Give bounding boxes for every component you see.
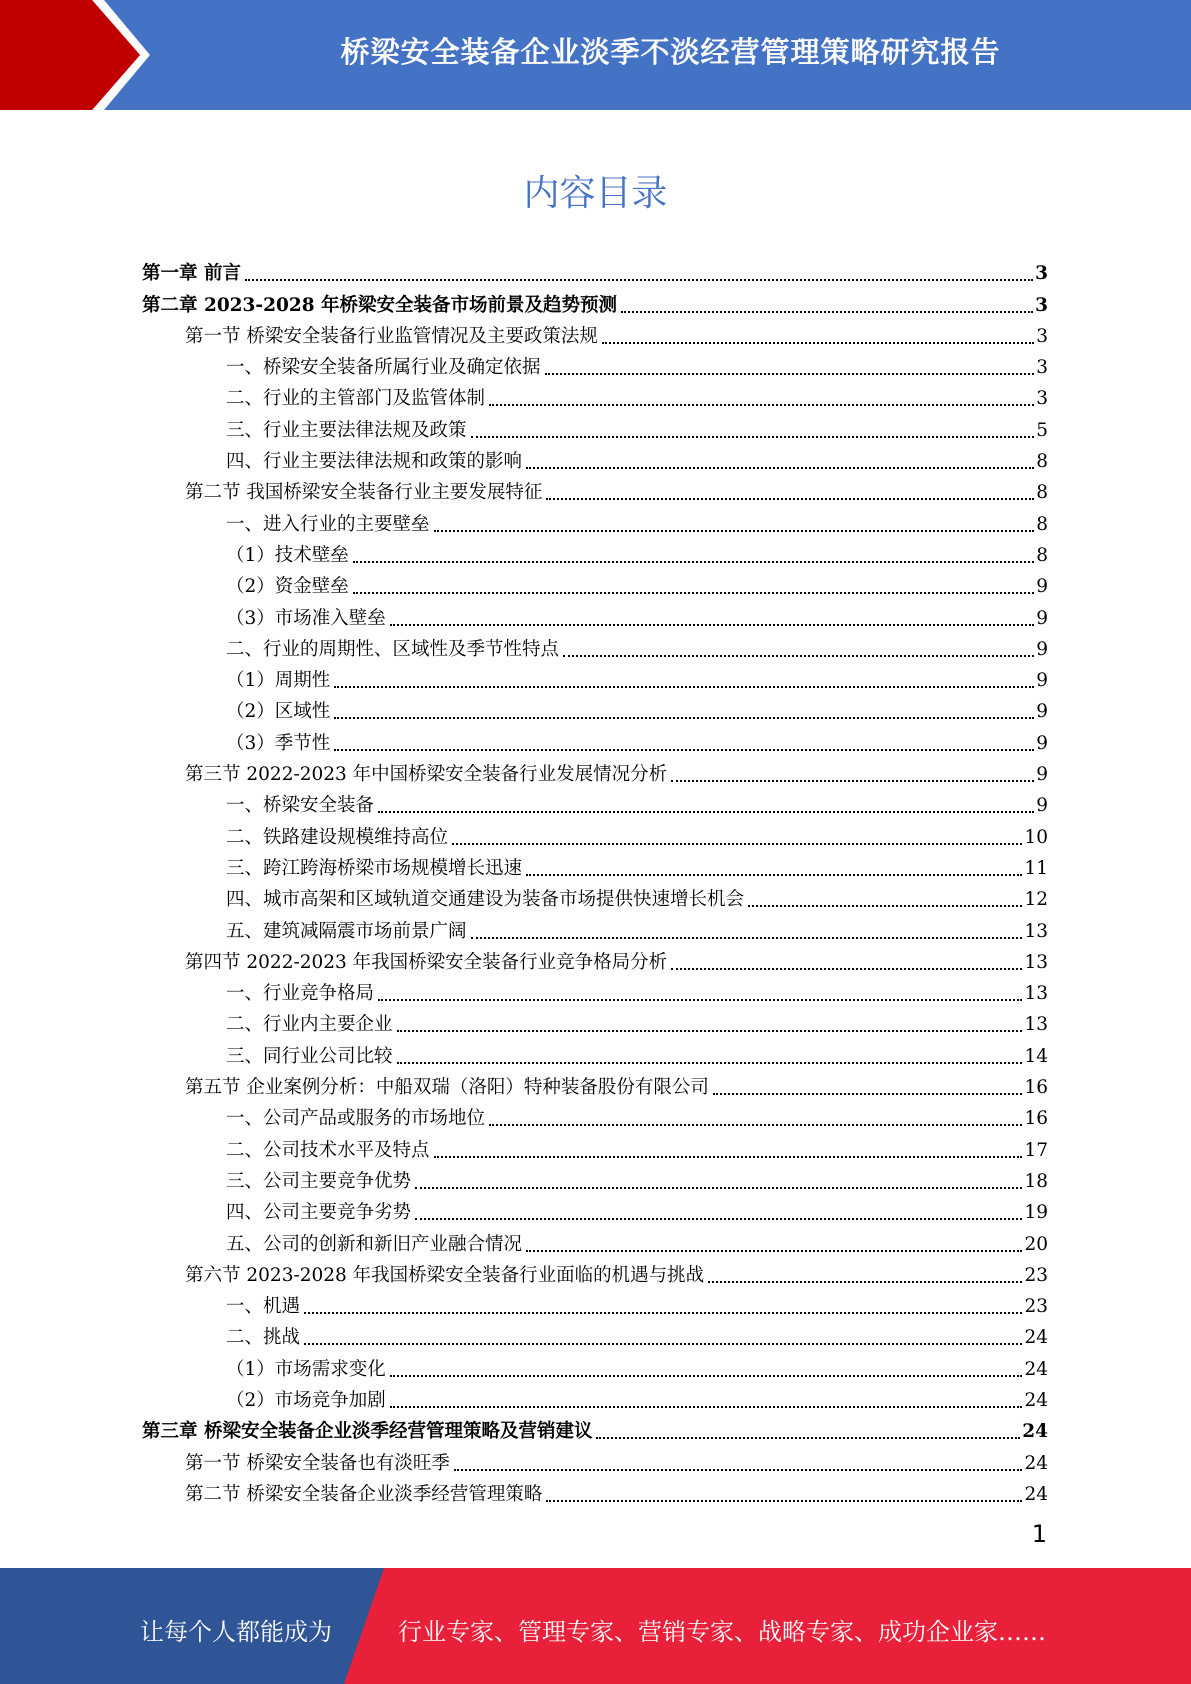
toc-dot-leader: [526, 874, 1022, 876]
toc-entry[interactable]: [142, 724, 1048, 755]
toc-dot-leader: [748, 905, 1022, 907]
toc-entry[interactable]: [142, 1319, 1048, 1350]
toc-entry-title: （1）市场需求变化: [226, 1358, 386, 1380]
toc-dot-leader: [304, 1312, 1022, 1314]
toc-entry[interactable]: [142, 411, 1048, 442]
toc-dot-leader: [334, 686, 1034, 688]
toc-entry-title: 一、桥梁安全装备: [226, 795, 375, 817]
toc-entry-title: （2）区域性: [226, 701, 331, 723]
toc-dot-leader: [602, 342, 1034, 344]
toc-entry-title: 三、跨江跨海桥梁市场规模增长迅速: [226, 857, 523, 879]
toc-entry-page: 24: [1022, 1421, 1048, 1443]
toc-entry[interactable]: [142, 443, 1048, 474]
toc-entry[interactable]: [142, 380, 1048, 411]
toc-entry[interactable]: [142, 787, 1048, 818]
toc-entry-page: 9: [1036, 764, 1048, 786]
toc-entry-page: 20: [1024, 1233, 1048, 1255]
toc-dot-leader: [378, 811, 1034, 813]
toc-entry[interactable]: [142, 318, 1048, 349]
toc-entry-page: 17: [1024, 1139, 1048, 1161]
toc-entry-page: 16: [1024, 1108, 1048, 1130]
toc-entry-title: 二、铁路建设规模维持高位: [226, 826, 449, 848]
toc-entry-title: 第三章 桥梁安全装备企业淡季经营管理策略及营销建议: [142, 1421, 593, 1443]
toc-entry-page: 13: [1024, 1014, 1048, 1036]
toc-entry-title: （2）资金壁垒: [226, 576, 349, 598]
toc-entry-title: （3）市场准入壁垒: [226, 607, 386, 629]
toc-entry[interactable]: [142, 1163, 1048, 1194]
toc-entry[interactable]: [142, 850, 1048, 881]
toc-entry-page: 9: [1036, 670, 1048, 692]
toc-dot-leader: [304, 1343, 1022, 1345]
toc-entry[interactable]: [142, 1131, 1048, 1162]
toc-entry-page: 9: [1036, 576, 1048, 598]
toc-entry-title: 第二章 2023-2028 年桥梁安全装备市场前景及趋势预测: [142, 294, 618, 316]
toc-entry-page: 3: [1036, 325, 1048, 347]
toc-entry[interactable]: [142, 1413, 1048, 1444]
toc-entry-title: 二、行业的主管部门及监管体制: [226, 388, 486, 410]
page-number: 1: [1031, 1520, 1047, 1548]
toc-entry-title: 三、同行业公司比较: [226, 1045, 393, 1067]
table-of-contents: [142, 255, 1048, 1507]
toc-entry-title: （3）季节性: [226, 732, 331, 754]
toc-entry-title: 第二节 桥梁安全装备企业淡季经营管理策略: [185, 1483, 543, 1505]
toc-dot-leader: [671, 780, 1034, 782]
toc-dot-leader: [434, 1156, 1023, 1158]
toc-dot-leader: [471, 436, 1035, 438]
toc-entry[interactable]: [142, 1037, 1048, 1068]
toc-dot-leader: [390, 1406, 1023, 1408]
toc-entry-page: 9: [1036, 638, 1048, 660]
toc-dot-leader: [471, 937, 1023, 939]
toc-dot-leader: [353, 561, 1034, 563]
toc-entry-title: 四、公司主要竞争劣势: [226, 1202, 412, 1224]
toc-dot-leader: [245, 279, 1033, 281]
toc-dot-leader: [546, 498, 1034, 500]
report-header: [0, 0, 1191, 110]
toc-entry[interactable]: [142, 818, 1048, 849]
toc-dot-leader: [563, 655, 1034, 657]
toc-entry[interactable]: [142, 286, 1048, 317]
toc-dot-leader: [378, 999, 1022, 1001]
toc-dot-leader: [621, 311, 1033, 313]
toc-entry-page: 5: [1036, 419, 1048, 441]
toc-entry-title: （1）周期性: [226, 670, 331, 692]
toc-entry[interactable]: [142, 662, 1048, 693]
toc-entry-title: 二、行业的周期性、区域性及季节性特点: [226, 638, 560, 660]
toc-entry-title: 一、行业竞争格局: [226, 983, 375, 1005]
toc-entry-title: 第一节 桥梁安全装备行业监管情况及主要政策法规: [185, 325, 598, 347]
toc-entry-title: （1）技术壁垒: [226, 544, 349, 566]
toc-entry-page: 13: [1024, 983, 1048, 1005]
toc-dot-leader: [713, 1093, 1023, 1095]
toc-entry-title: 第四节 2022-2023 年我国桥梁安全装备行业竞争格局分析: [185, 951, 668, 973]
toc-entry-page: 13: [1024, 920, 1048, 942]
toc-entry-title: 一、进入行业的主要壁垒: [226, 513, 430, 535]
toc-entry-page: 9: [1036, 795, 1048, 817]
toc-entry-title: 二、挑战: [226, 1327, 301, 1349]
toc-entry-title: 四、城市高架和区域轨道交通建设为装备市场提供快速增长机会: [226, 889, 745, 911]
toc-entry[interactable]: [142, 1257, 1048, 1288]
toc-entry[interactable]: [142, 1225, 1048, 1256]
toc-dot-leader: [415, 1187, 1022, 1189]
toc-dot-leader: [545, 373, 1035, 375]
toc-entry[interactable]: [142, 1194, 1048, 1225]
toc-entry[interactable]: [142, 474, 1048, 505]
toc-entry[interactable]: [142, 568, 1048, 599]
toc-entry-title: 一、机遇: [226, 1296, 301, 1318]
toc-entry-title: 第六节 2023-2028 年我国桥梁安全装备行业面临的机遇与挑战: [185, 1264, 705, 1286]
toc-dot-leader: [489, 404, 1034, 406]
toc-dot-leader: [526, 1250, 1022, 1252]
report-title: 桥梁安全装备企业淡季不淡经营管理策略研究报告: [340, 34, 1001, 69]
toc-entry[interactable]: [142, 756, 1048, 787]
toc-dot-leader: [415, 1218, 1022, 1220]
toc-entry-page: 9: [1036, 607, 1048, 629]
toc-entry-title: 第五节 企业案例分析：中船双瑞（洛阳）特种装备股份有限公司: [185, 1077, 709, 1099]
toc-entry-page: 11: [1024, 857, 1048, 879]
toc-entry[interactable]: [142, 537, 1048, 568]
toc-entry-page: 18: [1024, 1170, 1048, 1192]
toc-entry[interactable]: [142, 349, 1048, 380]
toc-dot-leader: [546, 1500, 1022, 1502]
toc-dot-leader: [708, 1281, 1022, 1283]
toc-entry[interactable]: [142, 1006, 1048, 1037]
toc-entry-title: 二、公司技术水平及特点: [226, 1139, 430, 1161]
toc-entry-page: 24: [1024, 1358, 1048, 1380]
toc-entry-title: 第一节 桥梁安全装备也有淡旺季: [185, 1452, 450, 1474]
toc-entry-page: 8: [1036, 482, 1048, 504]
toc-entry-title: （2）市场竞争加剧: [226, 1389, 386, 1411]
toc-entry[interactable]: [142, 881, 1048, 912]
toc-entry-title: 五、公司的创新和新旧产业融合情况: [226, 1233, 523, 1255]
toc-dot-leader: [353, 592, 1034, 594]
toc-entry[interactable]: [142, 975, 1048, 1006]
toc-entry-title: 第二节 我国桥梁安全装备行业主要发展特征: [185, 482, 543, 504]
toc-dot-leader: [390, 1375, 1023, 1377]
toc-entry-title: 五、建筑减隔震市场前景广阔: [226, 920, 467, 942]
toc-entry-page: 23: [1024, 1296, 1048, 1318]
toc-entry-page: 8: [1036, 513, 1048, 535]
footer-slogan-left: 让每个人都能成为: [140, 1618, 332, 1646]
toc-entry[interactable]: [142, 1350, 1048, 1381]
toc-entry[interactable]: [142, 912, 1048, 943]
toc-entry-page: 10: [1024, 826, 1048, 848]
toc-entry-title: 第三节 2022-2023 年中国桥梁安全装备行业发展情况分析: [185, 764, 668, 786]
toc-entry-title: 一、公司产品或服务的市场地位: [226, 1108, 486, 1130]
toc-entry-page: 8: [1036, 544, 1048, 566]
toc-entry[interactable]: [142, 1100, 1048, 1131]
toc-dot-leader: [334, 749, 1034, 751]
toc-entry-title: 二、行业内主要企业: [226, 1014, 393, 1036]
toc-entry[interactable]: [142, 1069, 1048, 1100]
toc-entry[interactable]: [142, 1444, 1048, 1475]
toc-dot-leader: [596, 1437, 1020, 1439]
toc-dot-leader: [334, 717, 1034, 719]
toc-entry[interactable]: [142, 1476, 1048, 1507]
toc-heading: 内容目录: [523, 173, 668, 214]
toc-entry-page: 9: [1036, 732, 1048, 754]
toc-dot-leader: [390, 624, 1034, 626]
toc-entry[interactable]: [142, 505, 1048, 536]
toc-entry[interactable]: [142, 944, 1048, 975]
toc-entry-page: 9: [1036, 701, 1048, 723]
toc-entry[interactable]: [142, 631, 1048, 662]
toc-entry[interactable]: [142, 1382, 1048, 1413]
toc-entry-page: 3: [1035, 263, 1048, 285]
toc-entry-page: 24: [1024, 1483, 1048, 1505]
toc-dot-leader: [397, 1030, 1023, 1032]
toc-dot-leader: [489, 1124, 1022, 1126]
toc-dot-leader: [434, 530, 1035, 532]
toc-dot-leader: [671, 968, 1022, 970]
header-arrow-decoration: [0, 0, 150, 110]
toc-dot-leader: [452, 843, 1022, 845]
toc-entry-page: 14: [1024, 1045, 1048, 1067]
toc-entry-page: 16: [1024, 1077, 1048, 1099]
toc-dot-leader: [526, 467, 1034, 469]
toc-entry[interactable]: [142, 255, 1048, 286]
toc-entry-title: 一、桥梁安全装备所属行业及确定依据: [226, 357, 541, 379]
toc-dot-leader: [454, 1469, 1023, 1471]
toc-entry-page: 24: [1024, 1389, 1048, 1411]
toc-entry-page: 13: [1024, 951, 1048, 973]
toc-entry-page: 3: [1036, 388, 1048, 410]
toc-entry-title: 第一章 前言: [142, 263, 241, 285]
toc-entry[interactable]: [142, 1288, 1048, 1319]
toc-entry-page: 24: [1024, 1327, 1048, 1349]
toc-entry-page: 23: [1024, 1264, 1048, 1286]
toc-entry[interactable]: [142, 693, 1048, 724]
toc-entry-title: 三、行业主要法律法规及政策: [226, 419, 467, 441]
toc-entry-page: 12: [1024, 889, 1048, 911]
toc-entry-page: 8: [1036, 451, 1048, 473]
toc-entry-title: 三、公司主要竞争优势: [226, 1170, 412, 1192]
toc-entry[interactable]: [142, 599, 1048, 630]
footer-slogan-right: 行业专家、管理专家、营销专家、战略专家、成功企业家……: [398, 1618, 1046, 1646]
toc-dot-leader: [397, 1062, 1023, 1064]
toc-entry-page: 3: [1035, 294, 1048, 316]
toc-entry-title: 四、行业主要法律法规和政策的影响: [226, 451, 523, 473]
toc-entry-page: 19: [1024, 1202, 1048, 1224]
toc-entry-page: 3: [1036, 357, 1048, 379]
toc-entry-page: 24: [1024, 1452, 1048, 1474]
